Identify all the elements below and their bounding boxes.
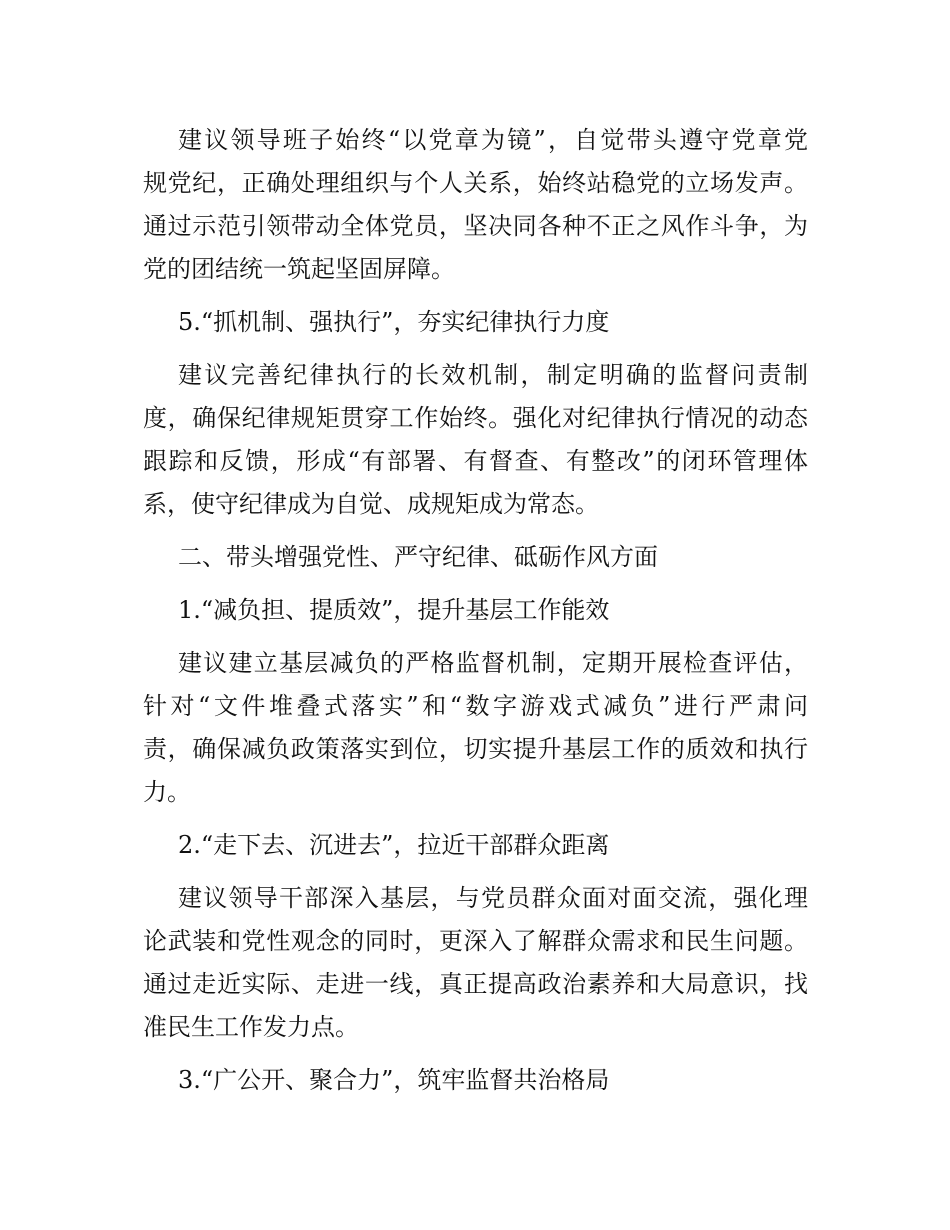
body-paragraph: [143, 354, 808, 526]
text-line: 通过走近实际、走进一线，真正提高政治素养和大局意识，找: [143, 970, 808, 998]
body-paragraph: [143, 642, 808, 814]
document-page: [143, 119, 808, 1112]
section-heading: [143, 589, 808, 632]
text-line: 二、带头增强党性、严守纪律、砥砺作风方面: [178, 543, 658, 571]
text-line: 责，确保减负政策落实到位，切实提升基层工作的质效和执行: [143, 735, 808, 763]
text-line: 建议完善纪律执行的长效机制，制定明确的监督问责制: [178, 361, 808, 389]
text-line: 3.“广公开、聚合力”，筑牢监督共治格局: [178, 1066, 610, 1094]
text-line: 2.“走下去、沉进去”，拉近干部群众距离: [178, 831, 610, 859]
section-heading: [143, 824, 808, 867]
text-line: 针对“文件堆叠式落实”和“数字游戏式减负”进行严肃问: [143, 692, 808, 720]
text-line: 跟踪和反馈，形成“有部署、有督查、有整改”的闭环管理体: [143, 447, 808, 475]
section-heading: [143, 1059, 808, 1102]
text-line: 1.“减负担、提质效”，提升基层工作能效: [178, 596, 610, 624]
text-line: 5.“抓机制、强执行”，夯实纪律执行力度: [178, 308, 610, 336]
text-line: 建议领导班子始终“以党章为镜”，自觉带头遵守党章党: [178, 126, 808, 154]
text-line: 准民生工作发力点。: [143, 1013, 359, 1041]
text-line: 建议建立基层减负的严格监督机制，定期开展检查评估，: [178, 649, 808, 677]
section-heading: [143, 301, 808, 344]
body-paragraph: [143, 119, 808, 291]
text-line: 力。: [143, 778, 191, 806]
text-line: 建议领导干部深入基层，与党员群众面对面交流，强化理: [178, 884, 808, 912]
text-line: 度，确保纪律规矩贯穿工作始终。强化对纪律执行情况的动态: [143, 404, 808, 432]
section-heading: [143, 536, 808, 579]
body-paragraph: [143, 877, 808, 1049]
text-line: 论武装和党性观念的同时，更深入了解群众需求和民生问题。: [143, 927, 808, 955]
text-line: 通过示范引领带动全体党员，坚决同各种不正之风作斗争，为: [143, 212, 808, 240]
text-line: 系，使守纪律成为自觉、成规矩成为常态。: [143, 490, 599, 518]
text-line: 党的团结统一筑起坚固屏障。: [143, 255, 455, 283]
text-line: 规党纪，正确处理组织与个人关系，始终站稳党的立场发声。: [143, 169, 808, 197]
